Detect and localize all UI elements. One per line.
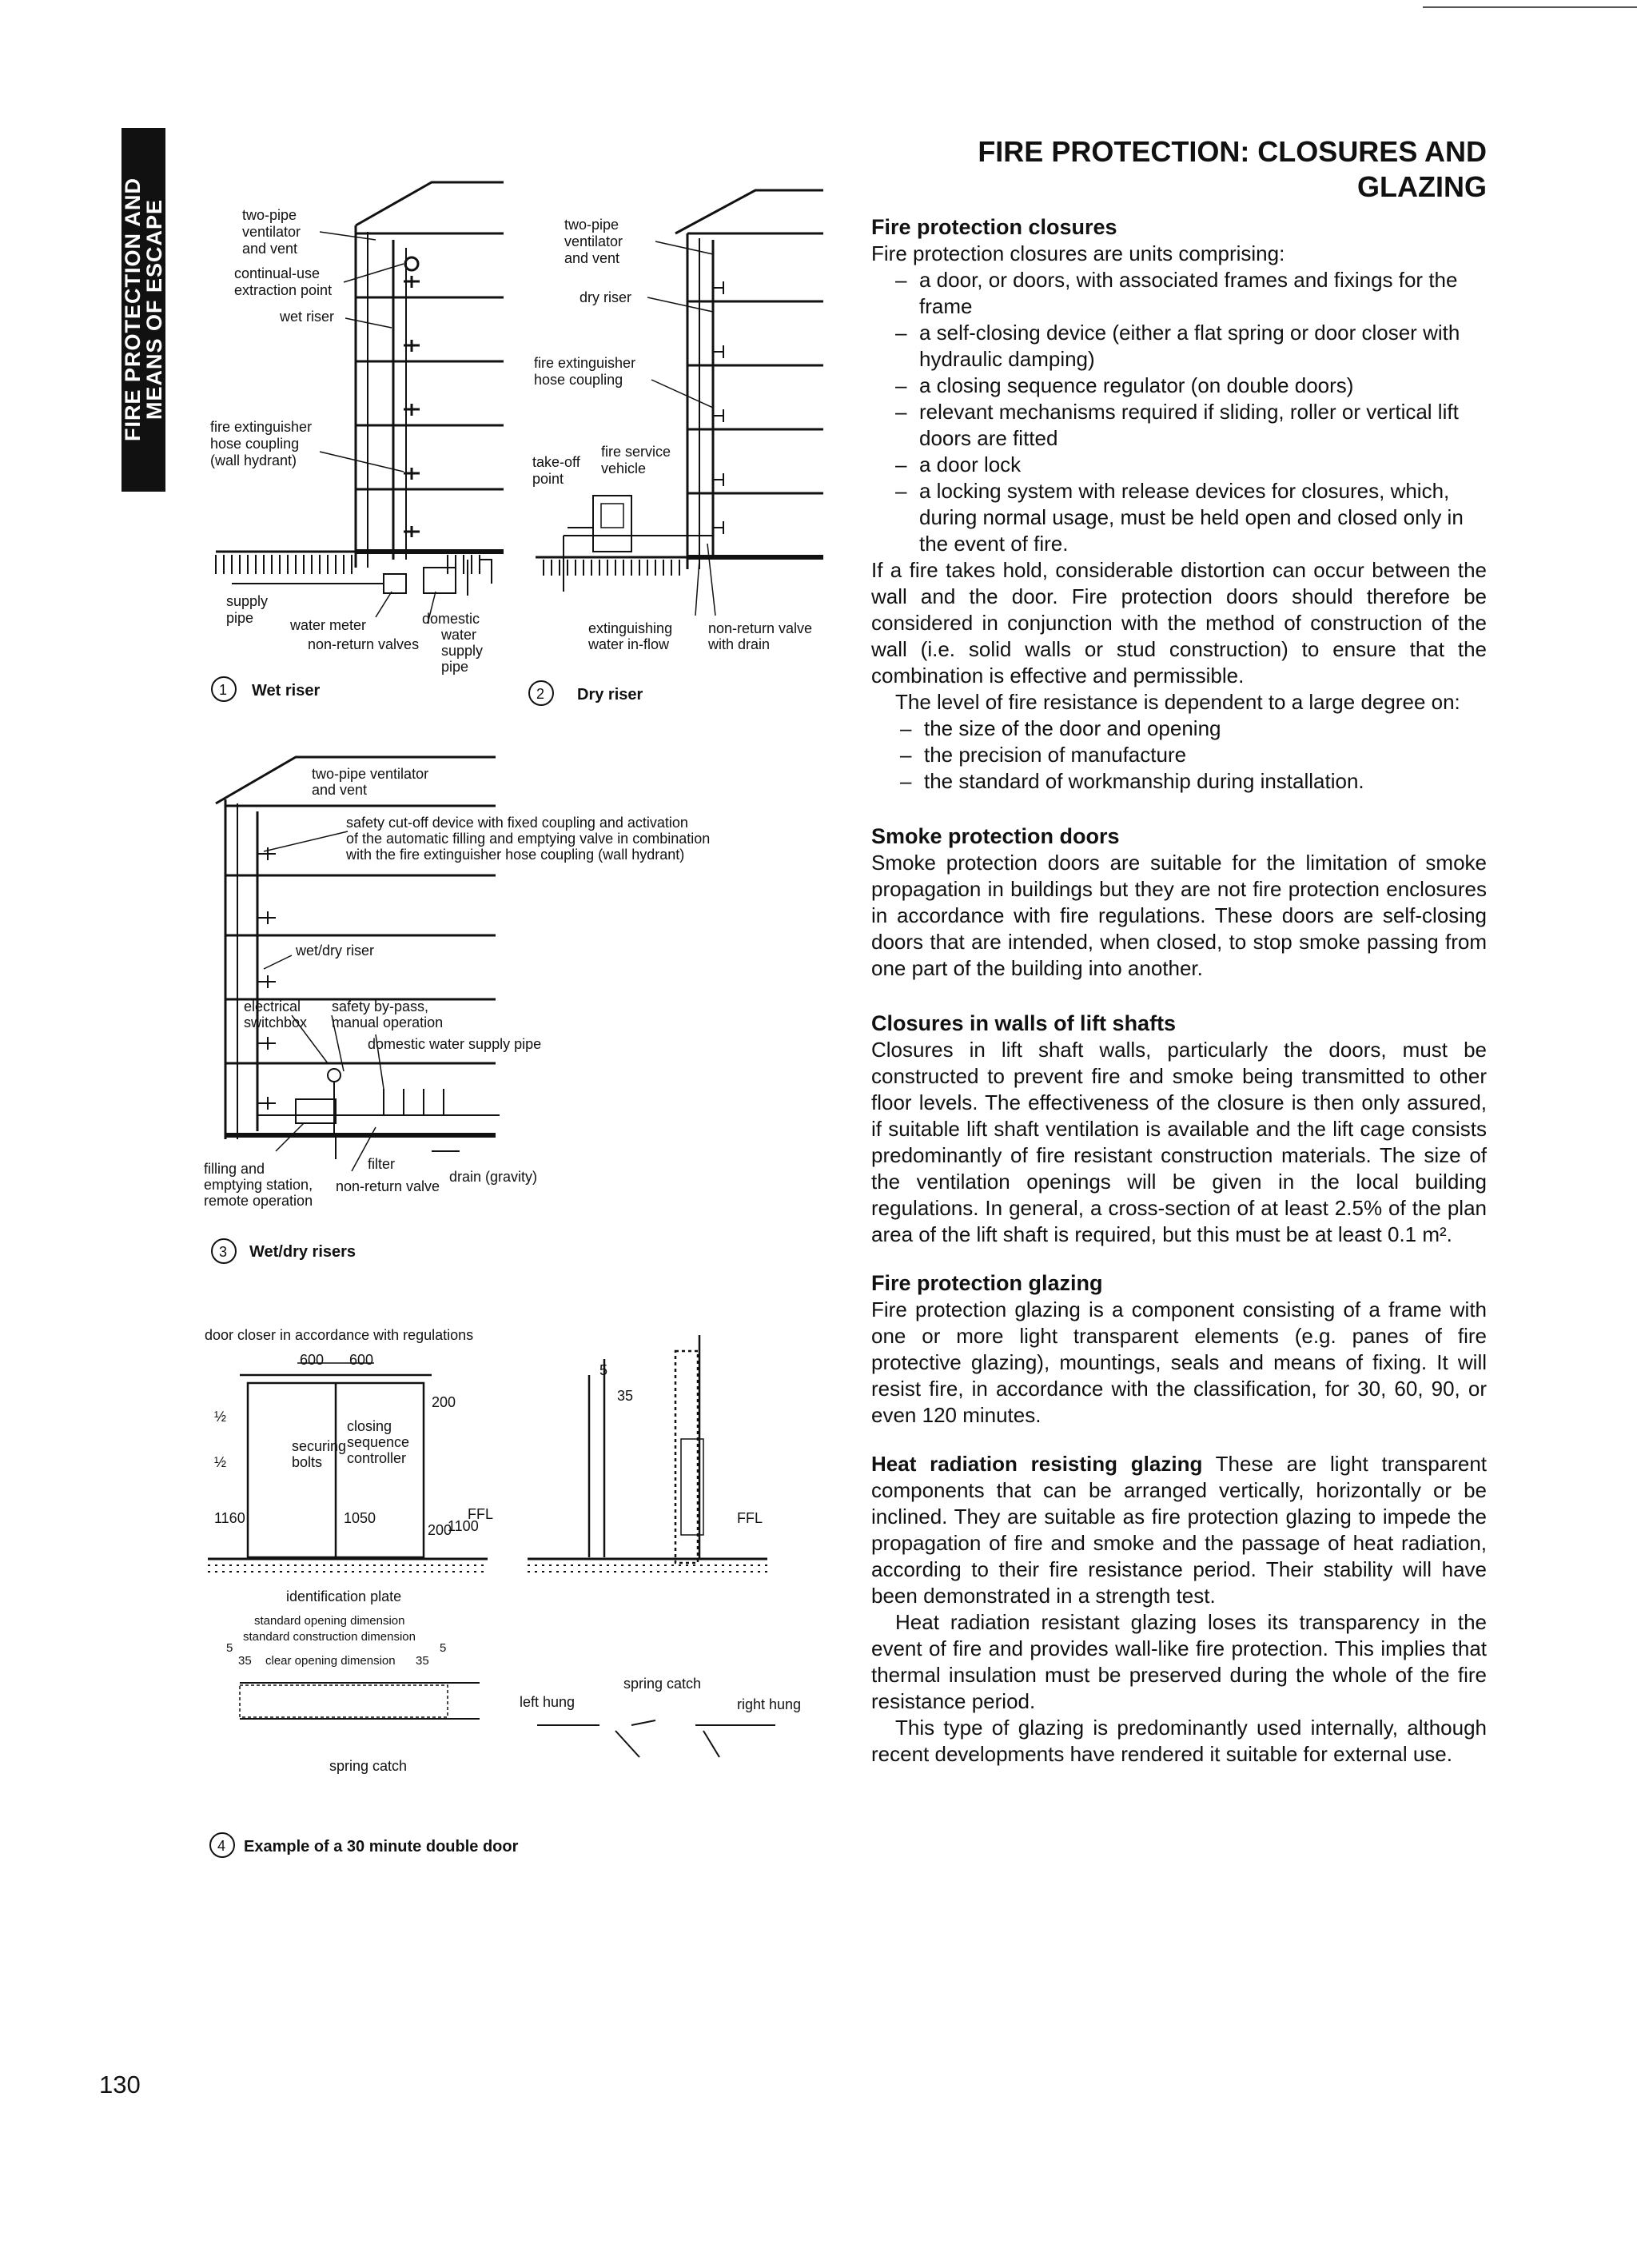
fig1-number: 1 <box>219 682 228 698</box>
fig4-label: right hung <box>737 1696 802 1712</box>
fig2-caption: Dry riser <box>577 686 643 704</box>
fig4-label: door closer in accordance with regulations <box>205 1327 474 1343</box>
fig1-label: pipe <box>226 610 254 626</box>
fig1-label: extraction point <box>234 282 333 298</box>
smoke-paragraph: Smoke protection doors are suitable for the limitation of smoke propagation in buildings but they are not fire protection enclosures in accordance with fire regulations. These doors are self-closing doors that are intended, when closed, to stop smoke passing from one part of the building into another. <box>871 851 1487 980</box>
fig2-label: fire extinguisher <box>534 355 636 371</box>
fig4-label: 200 <box>432 1394 456 1410</box>
fig3-label: switchbox <box>244 1014 308 1030</box>
svg-text:door closer in accordance with <box>205 1327 763 1604</box>
fig4-label: 1050 <box>344 1510 376 1526</box>
heading-line-1: FIRE PROTECTION: CLOSURES AND <box>978 135 1487 168</box>
fig4-label: FFL <box>468 1506 493 1522</box>
list-item: – a door lock <box>895 452 1487 478</box>
fig4-label: standard opening dimension <box>254 1614 405 1628</box>
fig4-label: 5 <box>599 1362 608 1378</box>
section-title-smoke: Smoke protection doors <box>871 824 1120 848</box>
heat-paragraph-2: Heat radiation resistant glazing loses its transparency in the event of fire and provides wall-like fire protection. This implies that thermal insulation must be preserved during the whole of the fire resistance period. <box>871 1610 1487 1713</box>
fig3-label: and vent <box>312 782 368 798</box>
list-item: – a door, or doors, with associated frames and fixings for the frame <box>895 267 1487 320</box>
fig4-label: ½ <box>214 1454 227 1470</box>
fig4-label: 5 <box>440 1641 447 1655</box>
section-title-glazing: Fire protection glazing <box>871 1271 1103 1295</box>
list-item: – a self-closing device (either a flat spring or door closer with hydraulic damping) <box>895 320 1487 373</box>
closures-paragraph-2: The level of fire resistance is dependent to a large degree on: <box>895 690 1460 714</box>
text-column <box>871 214 1487 1768</box>
fig3-label: filter <box>368 1156 396 1172</box>
list-item: – the standard of workmanship during installation. <box>900 768 1487 795</box>
fig4-label: standard construction dimension <box>243 1630 416 1644</box>
fig2-label: take-off <box>532 454 580 470</box>
fig4-label: 35 <box>416 1654 429 1668</box>
fig1-label: (wall hydrant) <box>210 452 297 468</box>
fig4-caption: Example of a 30 minute double door <box>244 1838 519 1855</box>
list-item: – a closing sequence regulator (on double doors) <box>895 373 1487 399</box>
list-item: – the size of the door and opening <box>900 715 1487 742</box>
fig3-label: wet/dry riser <box>296 943 375 959</box>
fig1-label: non-return valves <box>308 636 420 652</box>
fig3-label: emptying station, <box>204 1177 313 1193</box>
fig4-label: 600 <box>349 1352 374 1368</box>
fig2-label: with drain <box>708 636 771 652</box>
svg-text:standard opening dimension <box>226 1614 450 1668</box>
fig4-label: closing <box>347 1418 392 1434</box>
fig2-label: two-pipe <box>564 217 619 233</box>
heat-paragraph-1-text: These are light transparent components that can be arranged vertically, horizontally or be inclined. They are suitable as fire protection glazing to impede the propagation of fire and smoke and the passage of heat radiation, according to their fire resistance period. Their stability will have been demonstrated in a strength test. <box>871 1452 1488 1608</box>
section-title-lift: Closures in walls of lift shafts <box>871 1011 1177 1035</box>
fig3-label: two-pipe ventilator <box>312 766 429 782</box>
heat-paragraph-1 <box>871 1451 1487 1609</box>
fig4-label: 1100 <box>448 1518 479 1534</box>
fig2-label: non-return valve <box>708 620 813 636</box>
fig1-label: hose coupling <box>210 436 300 452</box>
fig3-label: filling and <box>204 1161 265 1177</box>
fig1-label: continual-use <box>234 265 321 281</box>
fig1-label: domestic <box>422 611 480 627</box>
fig2-label: fire service <box>601 444 671 460</box>
fig4-label: bolts <box>292 1454 323 1470</box>
fig2-label: vehicle <box>601 460 647 476</box>
section-title-heat: Heat radiation resisting glazing <box>871 1452 1203 1476</box>
fig4-label: 200 <box>428 1522 452 1538</box>
fig2-label: water in-flow <box>588 636 670 652</box>
list-item: – relevant mechanisms required if sliding, roller or vertical lift doors are fitted <box>895 399 1487 452</box>
fig1-label: supply <box>441 643 484 659</box>
fig4-label: sequence <box>347 1434 410 1450</box>
svg-text:two-pipe ventilator an <box>532 217 816 652</box>
fig3-caption: Wet/dry risers <box>249 1243 356 1261</box>
closures-list-2 <box>871 715 1487 795</box>
fig1-label: ventilator <box>242 224 301 240</box>
fig4-label: 35 <box>238 1654 252 1668</box>
fig2-label: point <box>532 471 564 487</box>
fig4-label: ½ <box>214 1409 227 1425</box>
fig1-label: pipe <box>441 659 469 675</box>
fig4-number: 4 <box>217 1838 226 1854</box>
fig1-label: supply <box>226 593 269 609</box>
fig4-label: securing <box>292 1438 347 1454</box>
fig1-label: and vent <box>242 241 298 257</box>
fig2-label: dry riser <box>580 289 632 305</box>
fig2-label: ventilator <box>564 233 623 249</box>
fig3-number: 3 <box>219 1244 228 1260</box>
page-number: 130 <box>99 2071 141 2099</box>
svg-text:two-pipe ventilator an <box>210 207 487 675</box>
fig3-label: with the fire extinguisher hose coupling (wall hydrant) <box>346 847 685 863</box>
fig1-label: fire extinguisher <box>210 419 313 435</box>
list-item: – the precision of manufacture <box>900 742 1487 768</box>
closures-paragraph-1: If a fire takes hold, considerable distortion can occur between the wall and the door. Fire protection doors should therefore be considered in conjunction with the method of construction of the wall (i.e. solid walls or stud construction) to ensure that the combination is effective and permissible. <box>871 558 1487 688</box>
fig2-label: hose coupling <box>534 372 623 388</box>
fig2-label: extinguishing <box>588 620 673 636</box>
fig3-label: domestic water supply pipe <box>368 1036 542 1052</box>
fig4-label: 600 <box>300 1352 325 1368</box>
fig4-label: FFL <box>737 1510 763 1526</box>
closures-intro: Fire protection closures are units comprising: <box>871 241 1285 265</box>
glazing-paragraph: Fire protection glazing is a component consisting of a frame with one or more light transparent elements (e.g. panes of fire protective glazing), mountings, seals and means of fixing. It will resist fire, in accordance with the classification, for 30, 60, 90, or even 120 minutes. <box>871 1297 1487 1427</box>
closures-list <box>871 267 1487 557</box>
fig4-label: left hung <box>520 1694 576 1710</box>
fig4-label: identification plate <box>286 1588 402 1604</box>
fig3-label: drain (gravity) <box>449 1169 538 1185</box>
fig1-label: two-pipe <box>242 207 297 223</box>
fig4-label: spring catch <box>329 1758 408 1774</box>
fig4-label: clear opening dimension <box>265 1654 396 1668</box>
section-title-closures: Fire protection closures <box>871 215 1117 239</box>
fig3-label: of the automatic filling and emptying valve in combination <box>346 831 711 847</box>
heat-paragraph-3: This type of glazing is predominantly used internally, although recent developments have rendered it suitable for external use. <box>871 1716 1487 1766</box>
fig2-label: and vent <box>564 250 620 266</box>
fig2-number: 2 <box>536 686 545 702</box>
fig1-label: wet riser <box>280 309 335 325</box>
fig4-label: controller <box>347 1450 407 1466</box>
fig1-label: water meter <box>290 617 367 633</box>
fig3-label: remote operation <box>204 1193 313 1209</box>
heading-line-2: GLAZING <box>1357 170 1487 203</box>
fig1-label: water <box>441 627 477 643</box>
chapter-tab-label: FIRE PROTECTION AND MEANS OF ESCAPE <box>120 177 166 442</box>
fig3-label: electrical <box>244 998 301 1014</box>
lift-paragraph: Closures in lift shaft walls, particularly the doors, must be constructed to prevent fire and smoke being transmitted to other floor levels. The effectiveness of the closure is then only assured, if suitable lift shaft ventilation is available and the lift cage consists predominantly of fire resistant construction materials. The size of the ventilation openings will be given in the local building regulations. In general, a cross-section of at least 2.5% of the plan area of the lift shaft is required, but this must be at least 0.1 m². <box>871 1038 1487 1246</box>
fig3-label: safety by-pass, <box>332 998 429 1014</box>
fig1-caption: Wet riser <box>252 682 321 700</box>
fig3-label: safety cut-off device with fixed coupling and activation <box>346 815 688 831</box>
fig4-label: 5 <box>226 1641 233 1655</box>
fig4-label: spring catch <box>623 1676 702 1692</box>
fig4-label: 35 <box>617 1388 634 1404</box>
fig3-label: non-return valve <box>336 1178 440 1194</box>
fig4-drawing <box>208 1335 775 1757</box>
svg-text:two-pipe ventilator and ve <box>204 766 714 1209</box>
fig3-label: manual operation <box>332 1014 444 1030</box>
list-item: – a locking system with release devices for closures, which, during normal usage, must be held open and closed only in the event of fire. <box>895 478 1487 557</box>
fig4-label: 1160 <box>214 1510 245 1526</box>
